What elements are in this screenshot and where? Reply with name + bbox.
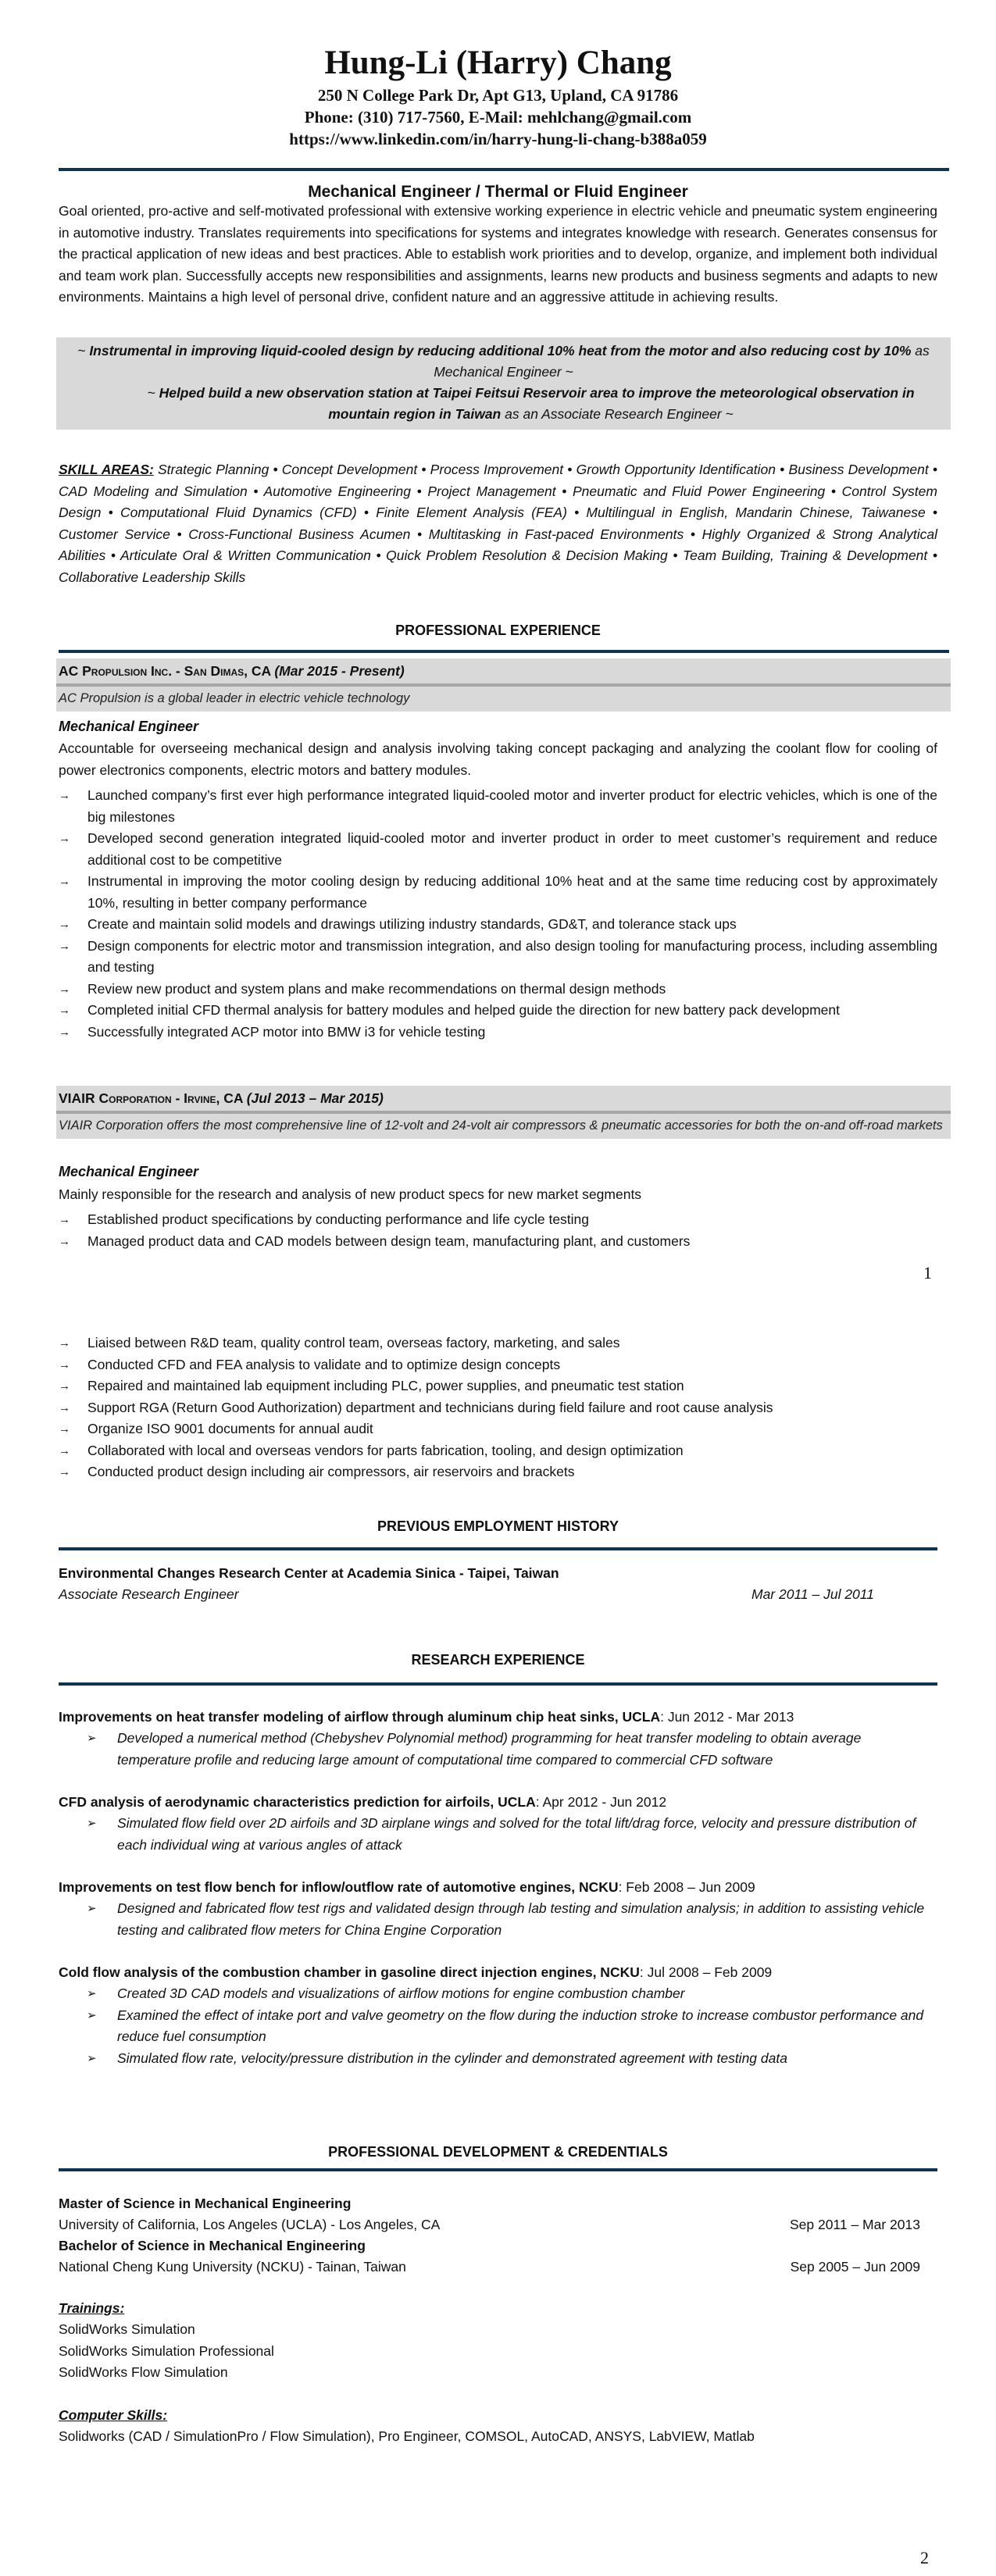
diamond-separator-icon: •	[928, 462, 938, 477]
research-projects	[59, 1707, 937, 2090]
research-project	[59, 1707, 937, 1771]
section-divider	[59, 2168, 937, 2171]
highlight-item: ~ Instrumental in improving liquid-cooled design by reducing additional 10% heat from the motor and also reducing cost by 10% as Mechanical Engineer ~	[77, 343, 930, 380]
section-divider	[59, 1682, 937, 1686]
school: National Cheng Kung University (NCKU) - Tainan, Taiwan	[59, 2259, 406, 2275]
job-overview: Mainly responsible for the research and analysis of new product specs for new market segments	[59, 1186, 642, 1202]
skill-item: Collaborative Leadership Skills	[59, 569, 246, 585]
skill-item: Multilingual in English, Mandarin Chinese, Taiwanese	[586, 505, 926, 520]
chevron-bullet-icon: ➢	[87, 1732, 97, 1745]
bullet-item: → Design components for electric motor and transmission integration, and also design tooling for manufacturing process, including assembling and testing	[59, 936, 937, 979]
bullet-item: → Completed initial CFD thermal analysis for battery modules and helped guide the direction for new battery pack development	[59, 1000, 937, 1022]
skill-item: Strategic Planning	[157, 462, 270, 477]
diamond-separator-icon: •	[410, 526, 429, 542]
diamond-separator-icon: •	[269, 462, 282, 477]
chevron-bullet-icon: ➢	[87, 2008, 97, 2022]
page-number: 1	[923, 1263, 932, 1283]
skill-item: Growth Opportunity Identification	[576, 462, 776, 477]
section-title-previous-employment: PREVIOUS EMPLOYMENT HISTORY	[377, 1518, 619, 1534]
diamond-separator-icon: •	[356, 505, 377, 520]
arrow-bullet-icon: →	[59, 1379, 70, 1393]
computer-skills-label: Computer Skills:	[59, 2407, 168, 2423]
job-bullets-viair-p1	[59, 1209, 937, 1252]
previous-dates: Mar 2011 – Jul 2011	[751, 1586, 874, 1602]
research-project-title: Improvements on heat transfer modeling of airflow through aluminum chip heat sinks, UCLA: Jun 2012 - Mar 2013	[59, 1709, 794, 1725]
summary-paragraph: Goal oriented, pro-active and self-motivated professional with extensive working experience in electric vehicle and pneumatic system engineering in automotive industry. Translates requirements into specifications for systems and integrates knowledge with research. Generates consensus for the practical application of new ideas and best practices. Able to establish work priorities and to develop, organize, and implement both individual and team work plan. Successfully accepts new responsibilities and assignments, learns new products and business segments and adapts to new environments. Maintains a high level of personal drive, confident nature and an aggressive attitude in achieving results.	[59, 203, 937, 305]
research-project-title: Improvements on test flow bench for inflow/outflow rate of automotive engines, NCKU: Feb 2008 – Jun 2009	[59, 1879, 755, 1895]
section-title-credentials: PROFESSIONAL DEVELOPMENT & CREDENTIALS	[328, 2144, 668, 2160]
job-role: Mechanical Engineer	[59, 719, 199, 734]
diamond-separator-icon: •	[105, 548, 120, 563]
bullet-item: ➢ Created 3D CAD models and visualizations of airflow motions for engine combustion chamber	[59, 1983, 937, 2005]
arrow-bullet-icon: →	[59, 1443, 70, 1457]
trainings-label: Trainings:	[59, 2300, 125, 2316]
contact-line: Phone: (310) 717-7560, E-Mail: mehlchang@gmail.com	[304, 108, 692, 127]
arrow-bullet-icon: →	[59, 832, 70, 845]
diamond-separator-icon: •	[566, 505, 587, 520]
diamond-separator-icon: •	[417, 462, 430, 477]
header-divider	[59, 168, 949, 171]
degree: Master of Science in Mechanical Engineering	[59, 2196, 352, 2211]
highlight-item: ~ Helped build a new observation station at Taipei Feitsui Reservoir area to improve the meteorological observation in mountain region in Taiwan as an Associate Research Engineer ~	[147, 385, 915, 422]
skill-item: CAD Modeling and Simulation	[59, 483, 248, 499]
research-project-title: Cold flow analysis of the combustion chamber in gasoline direct injection engines, NCKU: Jul 2008 – Feb 2009	[59, 1964, 773, 1980]
arrow-bullet-icon: →	[59, 1004, 70, 1017]
bullet-item: → Managed product data and CAD models between design team, manufacturing plant, and customers	[59, 1231, 937, 1253]
candidate-name: Hung-Li (Harry) Chang	[324, 45, 672, 81]
section-title-research: RESEARCH EXPERIENCE	[411, 1652, 585, 1668]
previous-role: Associate Research Engineer	[59, 1586, 239, 1602]
bullet-item: ➢ Developed a numerical method (Chebyshev Polynomial method) programming for heat transfer modeling to obtain average temperature profile and reducing large amount of computational time compared to commercial CFD software	[59, 1728, 937, 1771]
education-dates: Sep 2011 – Mar 2013	[789, 2217, 920, 2232]
diamond-separator-icon: •	[370, 548, 387, 563]
arrow-bullet-icon: →	[59, 789, 70, 802]
skills-label: SKILL AREAS:	[59, 462, 154, 477]
arrow-bullet-icon: →	[59, 1358, 70, 1372]
headline: Mechanical Engineer / Thermal or Fluid Engineer	[308, 183, 688, 201]
linkedin-link[interactable]: https://www.linkedin.com/in/harry-hung-li-chang-b388a059	[289, 130, 707, 148]
job-bullets-acp	[59, 785, 937, 1043]
bullet-item: ➢ Examined the effect of intake port and valve geometry on the flow during the induction stroke to increase combustor performance and reduce fuel consumption	[59, 2005, 937, 2048]
arrow-bullet-icon: →	[59, 918, 70, 931]
arrow-bullet-icon: →	[59, 1422, 70, 1436]
bullet-item: ➢ Designed and fabricated flow test rigs and validated design through lab testing and simulation analysis; in addition to assisting vehicle testing and calibrated flow meters for China Engine Corporation	[59, 1898, 937, 1941]
training-item: SolidWorks Flow Simulation	[59, 2364, 228, 2380]
bullet-item: → Support RGA (Return Good Authorization) department and technicians during field failure and root cause analysis	[59, 1397, 937, 1419]
bullet-item: → Successfully integrated ACP motor into BMW i3 for vehicle testing	[59, 1022, 937, 1044]
skill-item: Project Management	[427, 483, 556, 499]
bullet-item: → Conducted product design including air compressors, air reservoirs and brackets	[59, 1461, 937, 1483]
chevron-bullet-icon: ➢	[87, 1817, 97, 1830]
trainings-section	[59, 2298, 937, 2384]
training-item: SolidWorks Simulation Professional	[59, 2342, 274, 2359]
diamond-separator-icon: •	[667, 548, 684, 563]
previous-organization: Environmental Changes Research Center at Academia Sinica - Taipei, Taiwan	[59, 1565, 559, 1581]
company-description: AC Propulsion is a global leader in electric vehicle technology	[59, 691, 410, 705]
skill-item: Finite Element Analysis (FEA)	[376, 505, 567, 520]
job-role: Mechanical Engineer	[59, 1164, 199, 1179]
arrow-bullet-icon: →	[59, 1336, 70, 1350]
skill-areas	[59, 459, 937, 588]
company-description: VIAIR Corporation offers the most comprehensive line of 12-volt and 24-volt air compressors & pneumatic accessories for both the on-and off-road markets	[59, 1119, 943, 1133]
education-list	[59, 2193, 937, 2278]
computer-skills-list: Solidworks (CAD / SimulationPro / Flow Simulation), Pro Engineer, COMSOL, AutoCAD, ANSYS, LabVIEW, Matlab	[59, 2428, 755, 2444]
education-row	[59, 2257, 937, 2278]
arrow-bullet-icon: →	[59, 1234, 70, 1248]
skill-item: Pneumatic and Fluid Power Engineering	[572, 483, 826, 499]
arrow-bullet-icon: →	[59, 982, 70, 996]
research-project-title: CFD analysis of aerodynamic characteristics prediction for airfoils, UCLA: Apr 2012 - Jun 2012	[59, 1794, 667, 1810]
diamond-separator-icon: •	[563, 462, 577, 477]
diamond-separator-icon: •	[247, 483, 264, 499]
education-row	[59, 2214, 937, 2235]
skill-item: Highly Organized & Strong Analytical Abilities	[59, 526, 937, 563]
diamond-separator-icon: •	[925, 505, 938, 520]
skill-item: Quick Problem Resolution & Decision Making	[386, 548, 668, 563]
chevron-bullet-icon: ➢	[87, 2051, 97, 2065]
arrow-bullet-icon: →	[59, 1465, 70, 1479]
company-header-acp: AC Propulsion Inc. - San Dimas, CA (Mar 2015 - Present) AC Propulsion is a global leader in electric vehicle technology	[56, 658, 951, 712]
address: 250 N College Park Dr, Apt G13, Upland, CA 91786	[317, 86, 679, 105]
bullet-item: ➢ Simulated flow field over 2D airfoils and 3D airplane wings and solved for the total lift/drag force, velocity and pressure distribution of each individual wing at various angles of attack	[59, 1813, 937, 1856]
arrow-bullet-icon: →	[59, 1025, 70, 1039]
school: University of California, Los Angeles (UCLA) - Los Angeles, CA	[59, 2217, 441, 2232]
computer-skills-section	[59, 2405, 937, 2448]
job-bullets-viair-p2	[59, 1333, 937, 1483]
training-item: SolidWorks Simulation	[59, 2321, 195, 2337]
skill-item: Computational Fluid Dynamics (CFD)	[120, 505, 357, 520]
skill-item: Cross-Functional Business Acumen	[188, 526, 411, 542]
section-divider	[59, 1547, 937, 1550]
bullet-item: ➢ Simulated flow rate, velocity/pressure distribution in the cylinder and demonstrated agreement with testing data	[59, 2048, 937, 2070]
diamond-separator-icon: •	[776, 462, 789, 477]
job-overview: Accountable for overseeing mechanical design and analysis involving taking concept packaging and analyzing the coolant flow for cooling of power electronics components, electric motors and battery modules.	[59, 740, 937, 778]
research-project	[59, 1962, 937, 2069]
chevron-bullet-icon: ➢	[87, 1902, 97, 1915]
diamond-separator-icon: •	[684, 526, 702, 542]
research-project	[59, 1792, 937, 1856]
bullet-item: → Instrumental in improving the motor cooling design by reducing additional 10% heat and at the same time reducing cost by approximately 10%, resulting in better company performance	[59, 871, 937, 914]
bullet-item: → Create and maintain solid models and drawings utilizing industry standards, GD&T, and tolerance stack ups	[59, 914, 937, 936]
bullet-item: → Repaired and maintained lab equipment including PLC, power supplies, and pneumatic test station	[59, 1375, 937, 1397]
diamond-separator-icon: •	[411, 483, 428, 499]
skill-item: Articulate Oral & Written Communication	[120, 548, 371, 563]
degree: Bachelor of Science in Mechanical Engineering	[59, 2238, 366, 2253]
section-title-professional-experience: PROFESSIONAL EXPERIENCE	[395, 623, 601, 638]
bullet-item: → Organize ISO 9001 documents for annual audit	[59, 1418, 937, 1440]
page-number: 2	[920, 2548, 929, 2567]
arrow-bullet-icon: →	[59, 1213, 70, 1226]
arrow-bullet-icon: →	[59, 875, 70, 888]
skill-item: Automotive Engineering	[263, 483, 412, 499]
research-project	[59, 1877, 937, 1941]
skill-item: Team Building, Training & Development	[683, 548, 928, 563]
diamond-separator-icon: •	[555, 483, 573, 499]
bullet-item: → Launched company’s first ever high performance integrated liquid-cooled motor and inverter product for electric vehicles, which is one of the big milestones	[59, 785, 937, 828]
diamond-separator-icon: •	[170, 526, 189, 542]
company-header-viair: VIAIR Corporation - Irvine, CA (Jul 2013 – Mar 2015) VIAIR Corporation offers the most comprehensive line of 12-volt and 24-volt air compressors & pneumatic accessories for both the on-and off-road markets	[56, 1086, 951, 1139]
section-divider	[59, 650, 949, 653]
skill-item: Concept Development	[281, 462, 418, 477]
arrow-bullet-icon: →	[59, 1400, 70, 1415]
bullet-item: → Developed second generation integrated liquid-cooled motor and inverter product in order to meet customer’s requirement and reduce additional cost to be competitive	[59, 828, 937, 871]
skill-item: Process Improvement	[430, 462, 564, 477]
bullet-item: → Conducted CFD and FEA analysis to validate and to optimize design concepts	[59, 1354, 937, 1376]
arrow-bullet-icon: →	[59, 939, 70, 953]
skill-item: Business Development	[788, 462, 929, 477]
skill-item: Customer Service	[59, 526, 170, 542]
diamond-separator-icon: •	[825, 483, 842, 499]
skill-item: Multitasking in Fast-paced Environments	[428, 526, 684, 542]
education-dates: Sep 2005 – Jun 2009	[790, 2259, 920, 2275]
bullet-item: → Review new product and system plans and make recommendations on thermal design methods	[59, 979, 937, 1001]
skill-item: Control System Design	[59, 483, 937, 520]
highlights-box	[56, 337, 951, 430]
diamond-separator-icon: •	[927, 548, 937, 563]
bullet-item: → Collaborated with local and overseas vendors for parts fabrication, tooling, and design optimization	[59, 1440, 937, 1462]
bullet-item: → Liaised between R&D team, quality control team, overseas factory, marketing, and sales	[59, 1333, 937, 1354]
chevron-bullet-icon: ➢	[87, 1987, 97, 2000]
diamond-separator-icon: •	[101, 505, 120, 520]
skills-list	[59, 462, 937, 585]
bullet-item: → Established product specifications by conducting performance and life cycle testing	[59, 1209, 937, 1231]
